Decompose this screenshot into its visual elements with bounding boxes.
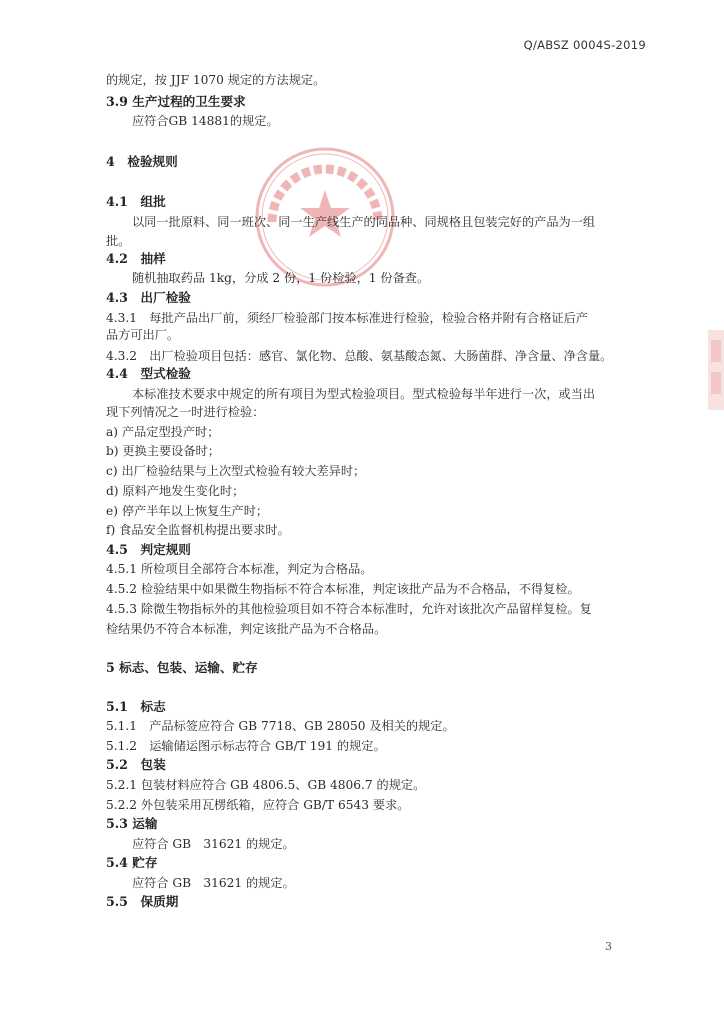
section-heading: 5 标志、包装、运输、贮存: [106, 660, 258, 675]
list-item: e) 停产半年以上恢复生产时；: [106, 504, 269, 518]
text-line: 4.3.2 出厂检验项目包括：感官、氯化物、总酸、氨基酸态氮、大肠菌群、净含量、净含量。: [106, 349, 613, 363]
text-line: 随机抽取药品 1kg，分成 2 份，1 份检验，1 份备查。: [132, 271, 430, 285]
list-item: d) 原料产地发生变化时；: [106, 484, 245, 498]
text-line: 批。: [106, 234, 131, 248]
section-heading: 5.3 运输: [106, 816, 158, 831]
section-heading: 4.2 抽样: [106, 251, 166, 266]
text-line: 应符合 GB 31621 的规定。: [132, 837, 295, 851]
text-line: 5.2.1 包装材料应符合 GB 4806.5、GB 4806.7 的规定。: [106, 778, 426, 792]
section-heading: 4 检验规则: [106, 154, 178, 169]
text-line: 5.1.2 运输储运图示标志符合 GB/T 191 的规定。: [106, 739, 386, 753]
text-line: 应符合GB 14881的规定。: [132, 114, 279, 128]
text-line: 4.5.3 除微生物指标外的其他检验项目如不符合本标准时，允许对该批次产品留样复检。复: [106, 602, 592, 616]
list-item: f) 食品安全监督机构提出要求时。: [106, 523, 290, 537]
text-line: 现下列情况之一时进行检验：: [106, 405, 265, 419]
seal-edge-icon: [704, 330, 724, 410]
section-heading: 4.1 组批: [106, 194, 166, 209]
section-heading: 5.2 包装: [106, 757, 166, 772]
text-line: 检结果仍不符合本标准，判定该批产品为不合格品。: [106, 622, 387, 636]
text-line: 应符合 GB 31621 的规定。: [132, 876, 295, 890]
text-line: 4.5.2 检验结果中如果微生物指标不符合本标准，判定该批产品为不合格品，不得复检。: [106, 582, 580, 596]
section-heading: 5.4 贮存: [106, 855, 158, 870]
section-heading: 4.4 型式检验: [106, 366, 191, 381]
page-number: 3: [605, 940, 612, 953]
section-heading: 4.3 出厂检验: [106, 290, 191, 305]
text-line: 以同一批原料、同一班次、同一生产线生产的同品种、同规格且包装完好的产品为一组: [132, 215, 596, 229]
text-line: 4.5.1 所检项目全部符合本标准，判定为合格品。: [106, 562, 373, 576]
section-heading: 4.5 判定规则: [106, 542, 191, 557]
text-line: 的规定，按 JJF 1070 规定的方法规定。: [106, 73, 326, 87]
list-item: c) 出厂检验结果与上次型式检验有较大差异时；: [106, 464, 366, 478]
text-line: 4.3.1 每批产品出厂前，须经厂检验部门按本标准进行检验，检验合格并附有合格证后产: [106, 311, 588, 325]
text-line: 5.2.2 外包装采用瓦楞纸箱，应符合 GB/T 6543 要求。: [106, 798, 410, 812]
list-item: b) 更换主要设备时；: [106, 444, 220, 458]
text-line: 品方可出厂。: [106, 328, 180, 342]
text-line: 5.1.1 产品标签应符合 GB 7718、GB 28050 及相关的规定。: [106, 719, 455, 733]
section-heading: 5.1 标志: [106, 699, 166, 714]
list-item: a) 产品定型投产时；: [106, 425, 220, 439]
text-line: 本标准技术要求中规定的所有项目为型式检验项目。型式检验每半年进行一次，或当出: [132, 387, 596, 401]
section-heading: 5.5 保质期: [106, 894, 179, 909]
document-code: Q/ABSZ 0004S-2019: [523, 38, 646, 52]
section-heading: 3.9 生产过程的卫生要求: [106, 94, 246, 109]
